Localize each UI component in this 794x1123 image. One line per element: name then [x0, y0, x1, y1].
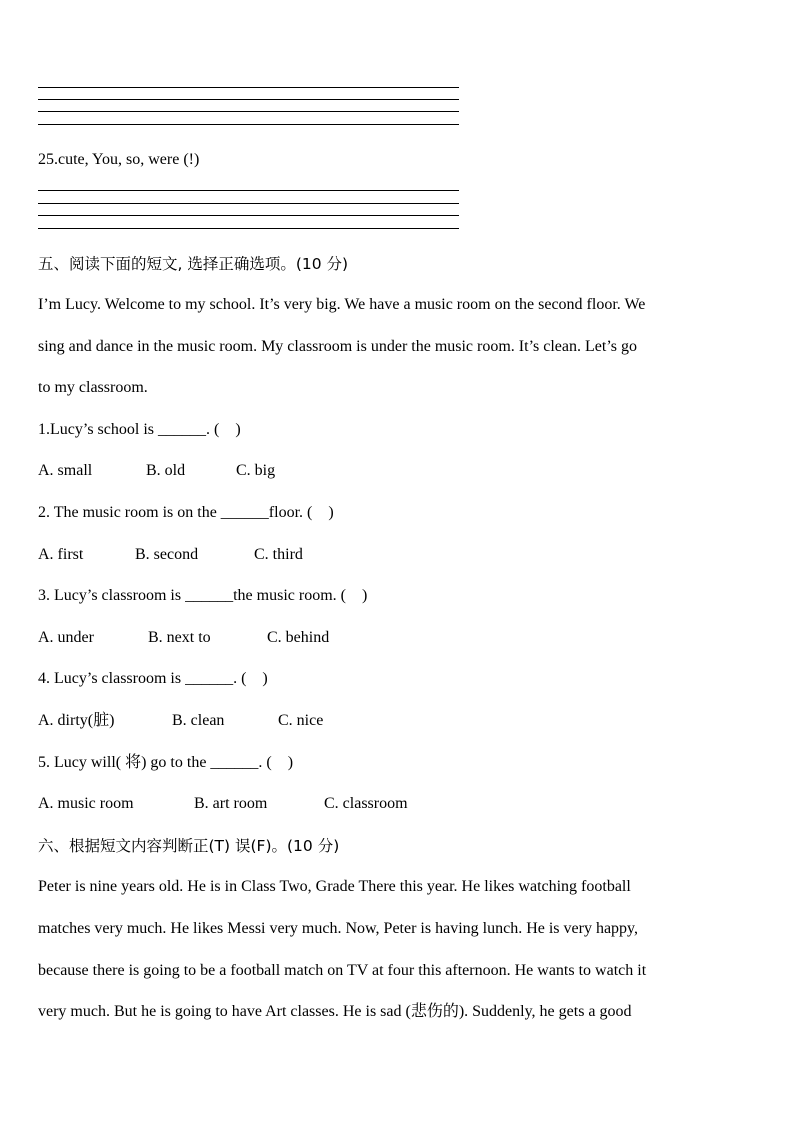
- answer-line: [38, 190, 459, 191]
- question-options: [38, 545, 303, 565]
- passage-line: sing and dance in the music room. My classroom is under the music room. It’s clean. Let’s go: [38, 338, 637, 355]
- question-options: [38, 461, 275, 481]
- option-c: C. classroom: [324, 795, 408, 812]
- option-b: B. second: [135, 546, 199, 563]
- answer-line: [38, 99, 459, 100]
- option-a: A. music room: [38, 795, 134, 812]
- question-stem: 4. Lucy’s classroom is ______. ( ): [38, 670, 268, 687]
- option-a: A. first: [38, 546, 84, 563]
- answer-line: [38, 124, 459, 125]
- question-options: [38, 794, 408, 814]
- answer-line: [38, 228, 459, 229]
- passage-line: I’m Lucy. Welcome to my school. It’s very big. We have a music room on the second floor. We: [38, 296, 646, 313]
- answer-line: [38, 87, 459, 88]
- option-a: A. dirty(脏): [38, 712, 115, 729]
- question-stem: 2. The music room is on the ______floor. ( ): [38, 504, 334, 521]
- option-b: B. clean: [172, 712, 225, 729]
- question-stem: 1.Lucy’s school is ______. ( ): [38, 421, 241, 438]
- option-c: C. third: [254, 546, 303, 563]
- passage-line: Peter is nine years old. He is in Class Two, Grade There this year. He likes watching football: [38, 878, 631, 895]
- section-5-heading: 五、阅读下面的短文, 选择正确选项。(10 分): [38, 255, 349, 273]
- question-stem: 3. Lucy’s classroom is ______the music room. ( ): [38, 587, 368, 604]
- question-options: [38, 711, 323, 731]
- question-25-prompt: 25.cute, You, so, were (!): [38, 151, 200, 168]
- passage-line: because there is going to be a football match on TV at four this afternoon. He wants to watch it: [38, 962, 647, 979]
- passage-line: matches very much. He likes Messi very much. Now, Peter is having lunch. He is very happy,: [38, 920, 639, 937]
- answer-line: [38, 203, 459, 204]
- section-6-heading: 六、根据短文内容判断正(T) 误(F)。(10 分): [38, 837, 340, 855]
- option-c: C. big: [236, 462, 276, 479]
- option-b: B. next to: [148, 629, 211, 646]
- question-stem: 5. Lucy will( 将) go to the ______. ( ): [38, 754, 294, 771]
- passage-line: very much. But he is going to have Art classes. He is sad (悲伤的). Suddenly, he gets a good: [38, 1003, 632, 1020]
- option-b: B. art room: [194, 795, 268, 812]
- passage-line: to my classroom.: [38, 379, 148, 396]
- option-a: A. small: [38, 462, 93, 479]
- option-c: C. nice: [278, 712, 324, 729]
- option-a: A. under: [38, 629, 94, 646]
- option-b: B. old: [146, 462, 186, 479]
- answer-line: [38, 215, 459, 216]
- answer-line: [38, 111, 459, 112]
- question-options: [38, 628, 329, 648]
- option-c: C. behind: [267, 629, 330, 646]
